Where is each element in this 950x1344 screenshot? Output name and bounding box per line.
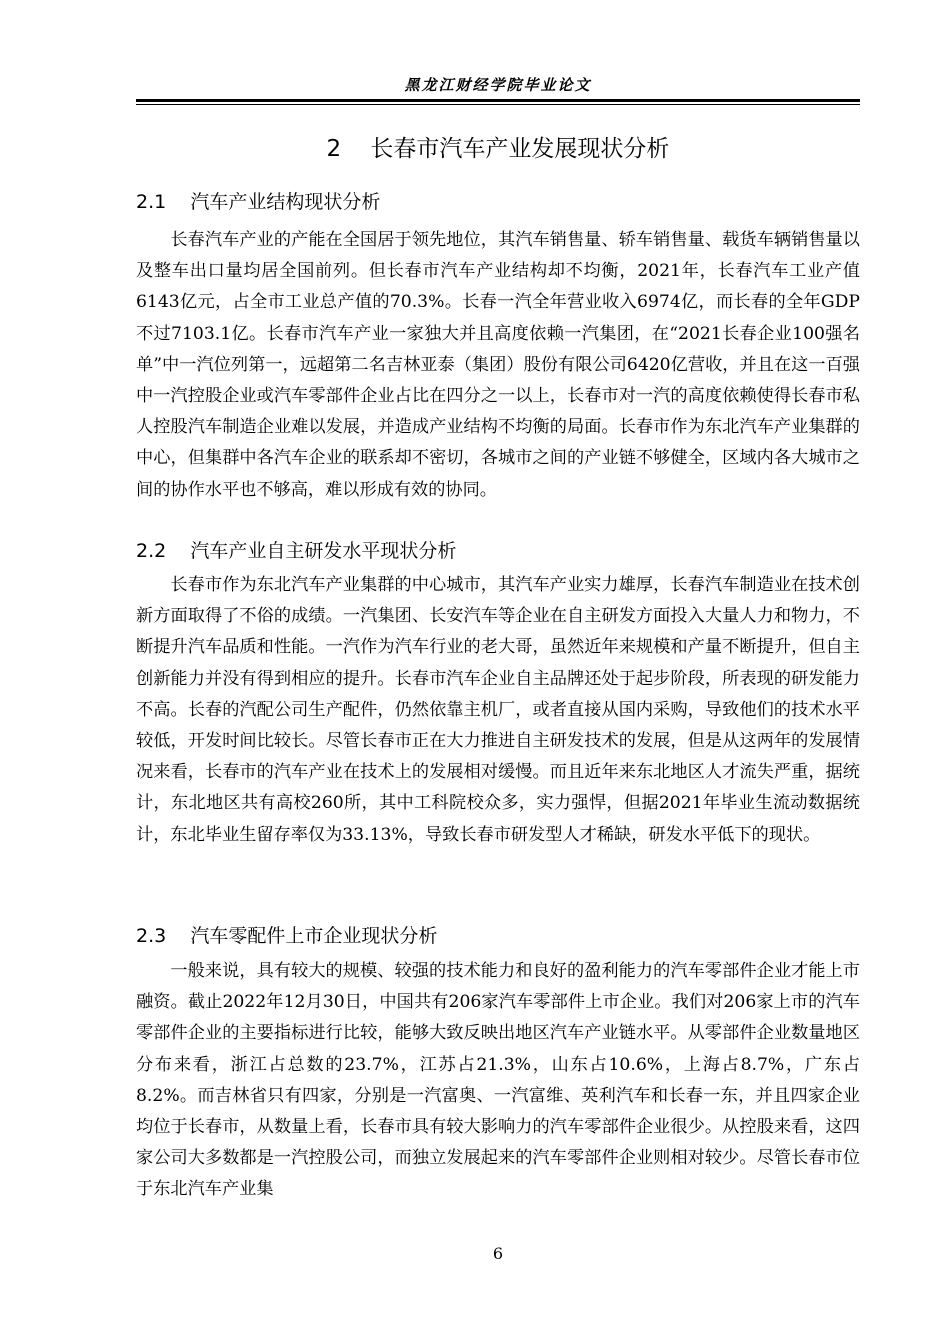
running-header: 黑龙江财经学院毕业论文 bbox=[404, 76, 592, 94]
header-rule-thin bbox=[136, 104, 860, 105]
header-rule-thick bbox=[136, 99, 860, 102]
section-paragraph-2-1: 长春汽车产业的产能在全国居于领先地位，其汽车销售量、轿车销售量、载货车辆销售量以及整车出口量均居全国前列。但长春市汽车产业结构却不均衡，2021年，长春汽车工业产值6143亿元，占全市工业总产值的70.3%。长春一汽全年营业收入6974亿，而长春的全年GDP不过7103.1亿。长春市汽车产业一家独大并且高度依赖一汽集团，在“2021长春企业100强名单”中一汽位列第一，远超第二名吉林亚泰（集团）股份有限公司6420亿营收，并且在这一百强中一汽控股企业或汽车零部件企业占比在四分之一以上，长春市对一汽的高度依赖使得长春市私人控股汽车制造企业难以发展，并造成产业结构不均衡的局面。长春市作为东北汽车产业集群的中心，但集群中各汽车企业的联系却不密切，各城市之间的产业链不够健全，区域内各大城市之间的协作水平也不够高，难以形成有效的协同。 bbox=[136, 230, 860, 500]
page-number: 6 bbox=[492, 1244, 504, 1263]
chapter-title: 2 长春市汽车产业发展现状分析 bbox=[326, 136, 670, 162]
section-paragraph-2-2: 长春市作为东北汽车产业集群的中心城市，其汽车产业实力雄厚，长春汽车制造业在技术创新方面取得了不俗的成绩。一汽集团、长安汽车等企业在自主研发方面投入大量人力和物力，不断提升汽车品质和性能。一汽作为汽车行业的老大哥，虽然近年来规模和产量不断提升，但自主创新能力并没有得到相应的提升。长春市汽车企业自主品牌还处于起步阶段，所表现的研发能力不高。长春的汽配公司生产配件，仍然依靠主机厂，或者直接从国内采购，导致他们的技术水平较低，开发时间比较长。尽管长春市正在大力推进自主研发技术的发展，但是从这两年的发展情况来看，长春市的汽车产业在技术上的发展相对缓慢。而且近年来东北地区人才流失严重，据统计，东北地区共有高校260所，其中工科院校众多，实力强悍，但据2021年毕业生流动数据统计，东北毕业生留存率仅为33.13%，导致长春市研发型人才稀缺，研发水平低下的现状。 bbox=[136, 575, 860, 845]
section-paragraph-2-3: 一般来说，具有较大的规模、较强的技术能力和良好的盈利能力的汽车零部件企业才能上市融资。截止2022年12月30日，中国共有206家汽车零部件上市企业。我们对206家上市的汽车零部件企业的主要指标进行比较，能够大致反映出地区汽车产业链水平。从零部件企业数量地区分布来看，浙江占总数的23.7%，江苏占21.3%，山东占10.6%，上海占8.7%，广东占8.2%。而吉林省只有四家，分别是一汽富奥、一汽富维、英利汽车和长春一东，并且四家企业均位于长春市，从数量上看，长春市具有较大影响力的汽车零部件企业很少。从控股来看，这四家公司大多数都是一汽控股公司，而独立发展起来的汽车零部件企业则相对较少。尽管长春市位于东北汽车产业集 bbox=[136, 961, 860, 1200]
section-heading-2-2: 2.2 汽车产业自主研发水平现状分析 bbox=[136, 540, 457, 562]
section-heading-2-1: 2.1 汽车产业结构现状分析 bbox=[136, 191, 381, 213]
section-heading-2-3: 2.3 汽车零配件上市企业现状分析 bbox=[136, 925, 438, 947]
